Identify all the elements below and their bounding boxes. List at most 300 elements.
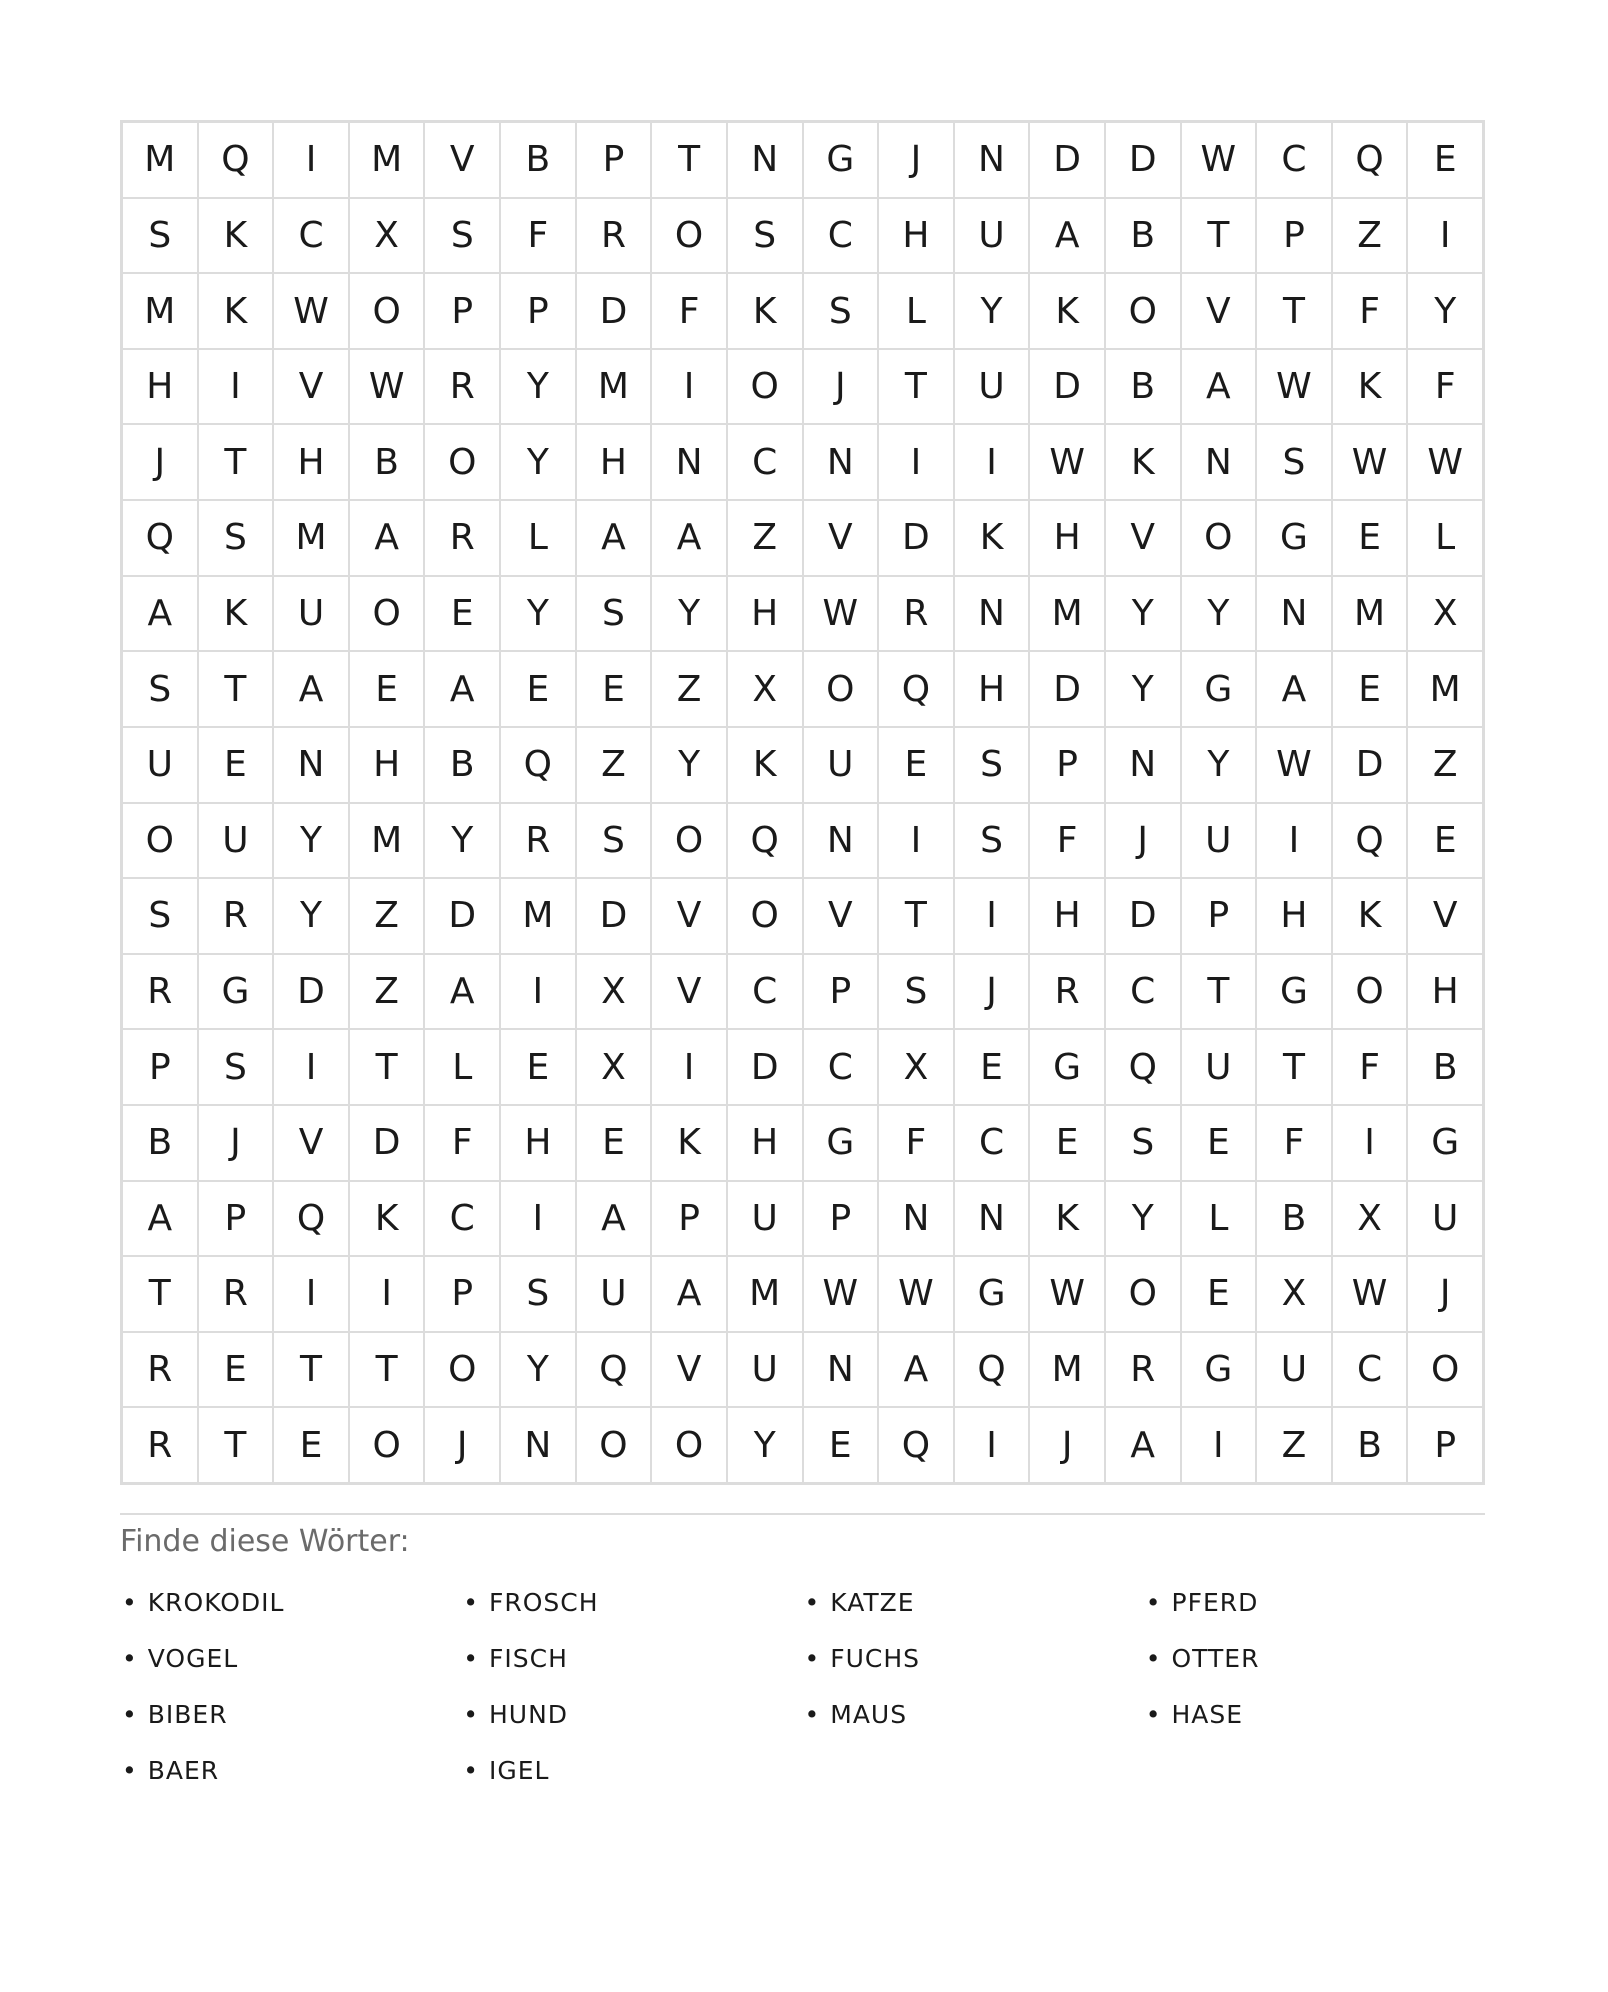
divider: [120, 1513, 1485, 1515]
grid-cell: S: [424, 198, 500, 274]
grid-cell: P: [803, 1181, 879, 1257]
grid-cell: T: [349, 1029, 425, 1105]
grid-cell: E: [878, 727, 954, 803]
grid-cell: R: [576, 198, 652, 274]
grid-cell: D: [273, 954, 349, 1030]
grid-cell: N: [954, 1181, 1030, 1257]
grid-cell: P: [198, 1181, 274, 1257]
grid-cell: D: [576, 273, 652, 349]
grid-cell: B: [1332, 1407, 1408, 1483]
grid-cell: K: [1105, 424, 1181, 500]
grid-cell: J: [1029, 1407, 1105, 1483]
grid-cell: D: [878, 500, 954, 576]
grid-cell: E: [954, 1029, 1030, 1105]
grid-cell: B: [500, 122, 576, 198]
grid-cell: S: [122, 651, 198, 727]
grid-cell: H: [576, 424, 652, 500]
grid-cell: O: [424, 1332, 500, 1408]
grid-cell: Z: [1256, 1407, 1332, 1483]
grid-cell: I: [1256, 803, 1332, 879]
grid-cell: J: [198, 1105, 274, 1181]
grid-cell: N: [1105, 727, 1181, 803]
grid-cell: T: [1181, 954, 1257, 1030]
grid-cell: B: [1105, 349, 1181, 425]
grid-cell: Y: [1105, 1181, 1181, 1257]
grid-cell: K: [1332, 878, 1408, 954]
grid-cell: G: [198, 954, 274, 1030]
grid-cell: A: [122, 576, 198, 652]
grid-cell: Y: [954, 273, 1030, 349]
grid-cell: P: [424, 1256, 500, 1332]
grid-cell: T: [349, 1332, 425, 1408]
grid-cell: O: [651, 1407, 727, 1483]
grid-cell: S: [198, 1029, 274, 1105]
grid-cell: S: [954, 803, 1030, 879]
grid-cell: U: [1256, 1332, 1332, 1408]
grid-cell: C: [803, 1029, 879, 1105]
grid-cell: J: [1407, 1256, 1483, 1332]
grid-cell: A: [576, 1181, 652, 1257]
grid-cell: C: [1105, 954, 1181, 1030]
grid-cell: W: [1407, 424, 1483, 500]
grid-cell: I: [273, 1256, 349, 1332]
grid-cell: V: [651, 954, 727, 1030]
grid-cell: U: [727, 1181, 803, 1257]
grid-cell: R: [198, 878, 274, 954]
grid-cell: F: [1029, 803, 1105, 879]
grid-cell: Y: [1181, 727, 1257, 803]
grid-cell: P: [1407, 1407, 1483, 1483]
grid-cell: V: [273, 1105, 349, 1181]
grid-cell: S: [576, 576, 652, 652]
grid-cell: O: [1105, 1256, 1181, 1332]
word-list-item: • OTTER: [1144, 1644, 1485, 1700]
grid-cell: T: [1181, 198, 1257, 274]
grid-cell: B: [1256, 1181, 1332, 1257]
grid-cell: U: [1407, 1181, 1483, 1257]
grid-cell: J: [1105, 803, 1181, 879]
grid-cell: U: [1181, 1029, 1257, 1105]
grid-cell: S: [1256, 424, 1332, 500]
grid-cell: D: [1029, 122, 1105, 198]
grid-cell: Y: [273, 803, 349, 879]
grid-cell: Y: [651, 727, 727, 803]
grid-cell: I: [349, 1256, 425, 1332]
grid-cell: A: [349, 500, 425, 576]
word-list-title: Finde diese Wörter:: [120, 1524, 410, 1559]
grid-cell: K: [1029, 273, 1105, 349]
grid-cell: K: [1029, 1181, 1105, 1257]
grid-cell: M: [349, 803, 425, 879]
grid-cell: E: [198, 1332, 274, 1408]
grid-cell: C: [273, 198, 349, 274]
grid-cell: S: [198, 500, 274, 576]
grid-cell: E: [349, 651, 425, 727]
grid-cell: N: [803, 1332, 879, 1408]
grid-cell: X: [576, 1029, 652, 1105]
grid-cell: I: [1332, 1105, 1408, 1181]
grid-cell: O: [1332, 954, 1408, 1030]
grid-cell: U: [803, 727, 879, 803]
grid-cell: A: [273, 651, 349, 727]
grid-cell: I: [954, 1407, 1030, 1483]
grid-cell: A: [1181, 349, 1257, 425]
grid-cell: G: [1256, 500, 1332, 576]
grid-cell: R: [122, 1332, 198, 1408]
grid-cell: T: [651, 122, 727, 198]
grid-cell: V: [651, 878, 727, 954]
grid-cell: Y: [500, 1332, 576, 1408]
word-list-item: • KATZE: [803, 1588, 1144, 1644]
grid-cell: B: [349, 424, 425, 500]
grid-cell: M: [576, 349, 652, 425]
grid-cell: X: [727, 651, 803, 727]
grid-cell: Z: [1332, 198, 1408, 274]
grid-cell: W: [1256, 349, 1332, 425]
grid-cell: C: [424, 1181, 500, 1257]
grid-cell: H: [349, 727, 425, 803]
grid-cell: R: [424, 500, 500, 576]
grid-cell: R: [424, 349, 500, 425]
grid-cell: B: [122, 1105, 198, 1181]
grid-cell: M: [349, 122, 425, 198]
grid-cell: A: [424, 651, 500, 727]
grid-cell: W: [349, 349, 425, 425]
grid-cell: I: [651, 1029, 727, 1105]
grid-cell: K: [349, 1181, 425, 1257]
grid-cell: S: [727, 198, 803, 274]
grid-cell: M: [1029, 576, 1105, 652]
grid-cell: E: [424, 576, 500, 652]
grid-cell: Q: [1332, 122, 1408, 198]
grid-cell: K: [727, 727, 803, 803]
grid-cell: I: [1407, 198, 1483, 274]
grid-cell: W: [1332, 1256, 1408, 1332]
grid-cell: O: [1181, 500, 1257, 576]
grid-cell: E: [1332, 500, 1408, 576]
grid-cell: Y: [500, 349, 576, 425]
grid-cell: I: [500, 1181, 576, 1257]
grid-cell: F: [1332, 1029, 1408, 1105]
grid-cell: J: [803, 349, 879, 425]
grid-cell: Z: [1407, 727, 1483, 803]
grid-cell: P: [424, 273, 500, 349]
grid-cell: H: [954, 651, 1030, 727]
grid-cell: I: [273, 1029, 349, 1105]
grid-cell: O: [349, 273, 425, 349]
grid-cell: Z: [727, 500, 803, 576]
grid-cell: B: [424, 727, 500, 803]
grid-cell: Y: [1407, 273, 1483, 349]
grid-cell: G: [1256, 954, 1332, 1030]
grid-cell: I: [878, 424, 954, 500]
grid-cell: O: [576, 1407, 652, 1483]
grid-cell: Q: [198, 122, 274, 198]
grid-cell: D: [1105, 878, 1181, 954]
grid-cell: F: [651, 273, 727, 349]
grid-cell: M: [122, 122, 198, 198]
grid-cell: E: [576, 1105, 652, 1181]
grid-cell: M: [1407, 651, 1483, 727]
grid-cell: P: [803, 954, 879, 1030]
grid-cell: Y: [424, 803, 500, 879]
grid-cell: L: [424, 1029, 500, 1105]
word-list-item: • HASE: [1144, 1700, 1485, 1756]
grid-cell: E: [576, 651, 652, 727]
grid-cell: H: [727, 576, 803, 652]
grid-cell: X: [1256, 1256, 1332, 1332]
grid-cell: H: [727, 1105, 803, 1181]
grid-cell: K: [198, 576, 274, 652]
word-list-item: • BAER: [120, 1756, 461, 1812]
grid-cell: H: [1256, 878, 1332, 954]
grid-cell: T: [198, 1407, 274, 1483]
grid-cell: H: [1029, 878, 1105, 954]
grid-cell: R: [122, 954, 198, 1030]
grid-cell: M: [500, 878, 576, 954]
grid-cell: M: [273, 500, 349, 576]
grid-cell: H: [500, 1105, 576, 1181]
word-list: [120, 1588, 1485, 1812]
grid-cell: A: [651, 500, 727, 576]
grid-cell: A: [1105, 1407, 1181, 1483]
grid-cell: R: [500, 803, 576, 879]
grid-cell: A: [651, 1256, 727, 1332]
grid-cell: B: [1105, 198, 1181, 274]
word-list-item: • VOGEL: [120, 1644, 461, 1700]
grid-cell: D: [727, 1029, 803, 1105]
grid-cell: J: [954, 954, 1030, 1030]
grid-cell: E: [1407, 803, 1483, 879]
grid-cell: G: [954, 1256, 1030, 1332]
grid-cell: W: [803, 576, 879, 652]
grid-cell: T: [878, 878, 954, 954]
grid-cell: V: [424, 122, 500, 198]
grid-cell: N: [878, 1181, 954, 1257]
grid-cell: I: [651, 349, 727, 425]
grid-cell: D: [424, 878, 500, 954]
grid-cell: U: [273, 576, 349, 652]
grid-cell: V: [1407, 878, 1483, 954]
grid-cell: E: [1181, 1105, 1257, 1181]
grid-cell: Y: [1105, 651, 1181, 727]
grid-cell: N: [954, 122, 1030, 198]
grid-cell: R: [198, 1256, 274, 1332]
grid-cell: G: [1407, 1105, 1483, 1181]
grid-cell: Z: [576, 727, 652, 803]
grid-cell: L: [1407, 500, 1483, 576]
grid-cell: O: [803, 651, 879, 727]
grid-cell: I: [954, 878, 1030, 954]
grid-cell: R: [878, 576, 954, 652]
grid-cell: Z: [349, 954, 425, 1030]
grid-cell: M: [122, 273, 198, 349]
grid-cell: Q: [500, 727, 576, 803]
grid-cell: Z: [651, 651, 727, 727]
grid-cell: D: [1029, 651, 1105, 727]
grid-cell: I: [198, 349, 274, 425]
grid-cell: T: [198, 424, 274, 500]
grid-cell: N: [651, 424, 727, 500]
grid-cell: R: [1105, 1332, 1181, 1408]
grid-cell: D: [349, 1105, 425, 1181]
grid-cell: L: [1181, 1181, 1257, 1257]
grid-cell: I: [1181, 1407, 1257, 1483]
grid-cell: F: [878, 1105, 954, 1181]
grid-cell: F: [1407, 349, 1483, 425]
grid-cell: S: [122, 198, 198, 274]
grid-cell: G: [1181, 1332, 1257, 1408]
grid-cell: A: [1256, 651, 1332, 727]
grid-cell: E: [273, 1407, 349, 1483]
grid-cell: K: [954, 500, 1030, 576]
grid-cell: O: [349, 1407, 425, 1483]
grid-cell: R: [122, 1407, 198, 1483]
grid-cell: V: [803, 878, 879, 954]
grid-cell: X: [576, 954, 652, 1030]
grid-cell: V: [273, 349, 349, 425]
grid-cell: U: [954, 349, 1030, 425]
grid-cell: W: [1181, 122, 1257, 198]
grid-cell: Q: [122, 500, 198, 576]
grid-cell: E: [1029, 1105, 1105, 1181]
grid-cell: S: [122, 878, 198, 954]
grid-cell: G: [1181, 651, 1257, 727]
grid-cell: Y: [500, 576, 576, 652]
grid-cell: H: [1029, 500, 1105, 576]
grid-cell: S: [878, 954, 954, 1030]
grid-cell: O: [651, 198, 727, 274]
grid-cell: Y: [1105, 576, 1181, 652]
grid-cell: H: [878, 198, 954, 274]
grid-cell: V: [651, 1332, 727, 1408]
grid-cell: F: [424, 1105, 500, 1181]
grid-cell: W: [273, 273, 349, 349]
grid-cell: A: [424, 954, 500, 1030]
grid-cell: C: [727, 954, 803, 1030]
grid-cell: S: [803, 273, 879, 349]
grid-cell: T: [1256, 273, 1332, 349]
grid-cell: C: [954, 1105, 1030, 1181]
grid-cell: X: [1332, 1181, 1408, 1257]
grid-cell: C: [727, 424, 803, 500]
grid-cell: F: [500, 198, 576, 274]
grid-cell: Q: [1332, 803, 1408, 879]
grid-cell: N: [803, 803, 879, 879]
grid-cell: A: [122, 1181, 198, 1257]
grid-cell: J: [878, 122, 954, 198]
grid-cell: R: [1029, 954, 1105, 1030]
grid-cell: E: [198, 727, 274, 803]
grid-cell: O: [727, 349, 803, 425]
grid-cell: J: [122, 424, 198, 500]
grid-cell: K: [198, 198, 274, 274]
grid-cell: J: [424, 1407, 500, 1483]
grid-cell: W: [1029, 424, 1105, 500]
grid-cell: I: [273, 122, 349, 198]
word-list-item: • IGEL: [461, 1756, 802, 1812]
grid-cell: U: [122, 727, 198, 803]
grid-cell: E: [500, 651, 576, 727]
grid-cell: Q: [1105, 1029, 1181, 1105]
grid-cell: L: [500, 500, 576, 576]
grid-cell: I: [500, 954, 576, 1030]
grid-cell: Y: [1181, 576, 1257, 652]
grid-cell: H: [273, 424, 349, 500]
grid-cell: T: [878, 349, 954, 425]
grid-cell: P: [651, 1181, 727, 1257]
grid-cell: U: [576, 1256, 652, 1332]
grid-cell: K: [198, 273, 274, 349]
grid-cell: C: [803, 198, 879, 274]
word-list-item: • HUND: [461, 1700, 802, 1756]
grid-cell: N: [1181, 424, 1257, 500]
grid-cell: W: [1029, 1256, 1105, 1332]
grid-cell: O: [122, 803, 198, 879]
grid-cell: S: [954, 727, 1030, 803]
word-list-item: • FUCHS: [803, 1644, 1144, 1700]
grid-cell: D: [1105, 122, 1181, 198]
grid-cell: B: [1407, 1029, 1483, 1105]
grid-cell: F: [1256, 1105, 1332, 1181]
grid-cell: P: [1256, 198, 1332, 274]
grid-cell: D: [576, 878, 652, 954]
grid-cell: N: [1256, 576, 1332, 652]
grid-cell: M: [1332, 576, 1408, 652]
grid-cell: Y: [273, 878, 349, 954]
grid-cell: E: [1332, 651, 1408, 727]
grid-cell: X: [878, 1029, 954, 1105]
grid-cell: Y: [727, 1407, 803, 1483]
grid-cell: Q: [727, 803, 803, 879]
grid-cell: D: [1029, 349, 1105, 425]
grid-cell: M: [727, 1256, 803, 1332]
grid-cell: O: [651, 803, 727, 879]
grid-cell: Q: [576, 1332, 652, 1408]
grid-cell: C: [1256, 122, 1332, 198]
grid-cell: P: [1181, 878, 1257, 954]
grid-cell: T: [198, 651, 274, 727]
grid-cell: N: [954, 576, 1030, 652]
grid-cell: P: [576, 122, 652, 198]
word-list-item: • KROKODIL: [120, 1588, 461, 1644]
grid-cell: Y: [500, 424, 576, 500]
grid-cell: N: [803, 424, 879, 500]
grid-cell: Q: [878, 1407, 954, 1483]
grid-cell: P: [122, 1029, 198, 1105]
grid-cell: O: [1407, 1332, 1483, 1408]
grid-cell: N: [500, 1407, 576, 1483]
grid-cell: G: [803, 122, 879, 198]
grid-cell: A: [576, 500, 652, 576]
letter-grid: [120, 120, 1485, 1485]
grid-cell: O: [1105, 273, 1181, 349]
grid-cell: U: [954, 198, 1030, 274]
grid-cell: N: [727, 122, 803, 198]
grid-cell: Q: [878, 651, 954, 727]
grid-cell: S: [576, 803, 652, 879]
grid-cell: W: [878, 1256, 954, 1332]
grid-cell: U: [727, 1332, 803, 1408]
grid-cell: N: [273, 727, 349, 803]
grid-cell: A: [878, 1332, 954, 1408]
grid-cell: F: [1332, 273, 1408, 349]
word-list-item: • BIBER: [120, 1700, 461, 1756]
grid-cell: E: [1181, 1256, 1257, 1332]
word-list-item: • PFERD: [1144, 1588, 1485, 1644]
word-list-item: • FISCH: [461, 1644, 802, 1700]
grid-cell: P: [500, 273, 576, 349]
